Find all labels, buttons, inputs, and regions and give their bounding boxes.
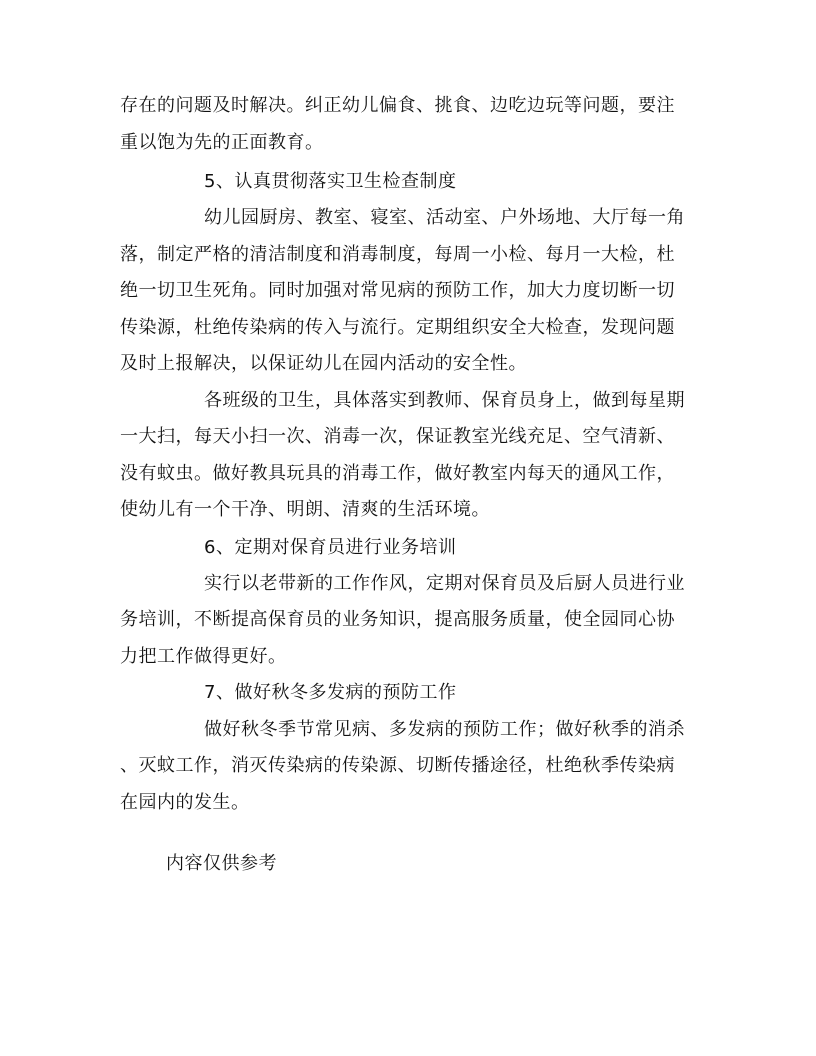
paragraph-line: 实行以老带新的工作作风，定期对保育员及后厨人员进行业 — [204, 573, 685, 594]
paragraph-line: 一大扫，每天小扫一次、消毒一次，保证教室光线充足、空气清新、 — [120, 426, 675, 447]
paragraph-line: 落，制定严格的清洁制度和消毒制度，每周一小检、每月一大检，杜 — [120, 244, 675, 265]
paragraph-line: 在园内的发生。 — [120, 792, 250, 813]
paragraph-line: 及时上报解决，以保证幼儿在园内活动的安全性。 — [120, 353, 527, 374]
paragraph-line: 力把工作做得更好。 — [120, 646, 287, 667]
paragraph-line: 传染源，杜绝传染病的传入与流行。定期组织安全大检查，发现问题 — [120, 317, 675, 338]
paragraph-line: 各班级的卫生，具体落实到教师、保育员身上，做到每星期 — [204, 390, 685, 411]
paragraph-line: 存在的问题及时解决。纠正幼儿偏食、挑食、边吃边玩等问题，要注 — [120, 95, 675, 116]
paragraph-line: 使幼儿有一个干净、明朗、清爽的生活环境。 — [120, 499, 490, 520]
paragraph-line: 、灭蚊工作，消灭传染病的传染源、切断传播途径，杜绝秋季传染病 — [120, 755, 675, 776]
section-heading: 6、定期对保育员进行业务培训 — [204, 537, 457, 558]
paragraph-line: 重以饱为先的正面教育。 — [120, 132, 324, 153]
paragraph-line: 幼儿园厨房、教室、寝室、活动室、户外场地、大厅每一角 — [204, 207, 685, 228]
section-heading: 5、认真贯彻落实卫生检查制度 — [204, 171, 457, 192]
paragraph-line: 没有蚊虫。做好教具玩具的消毒工作，做好教室内每天的通风工作， — [120, 463, 675, 484]
paragraph-line: 绝一切卫生死角。同时加强对常见病的预防工作，加大力度切断一切 — [120, 280, 675, 301]
section-heading: 7、做好秋冬多发病的预防工作 — [204, 682, 457, 703]
footer-note: 内容仅供参考 — [166, 853, 277, 874]
paragraph-line: 务培训，不断提高保育员的业务知识，提高服务质量，使全园同心协 — [120, 609, 675, 630]
paragraph-line: 做好秋冬季节常见病、多发病的预防工作；做好秋季的消杀 — [204, 719, 685, 740]
